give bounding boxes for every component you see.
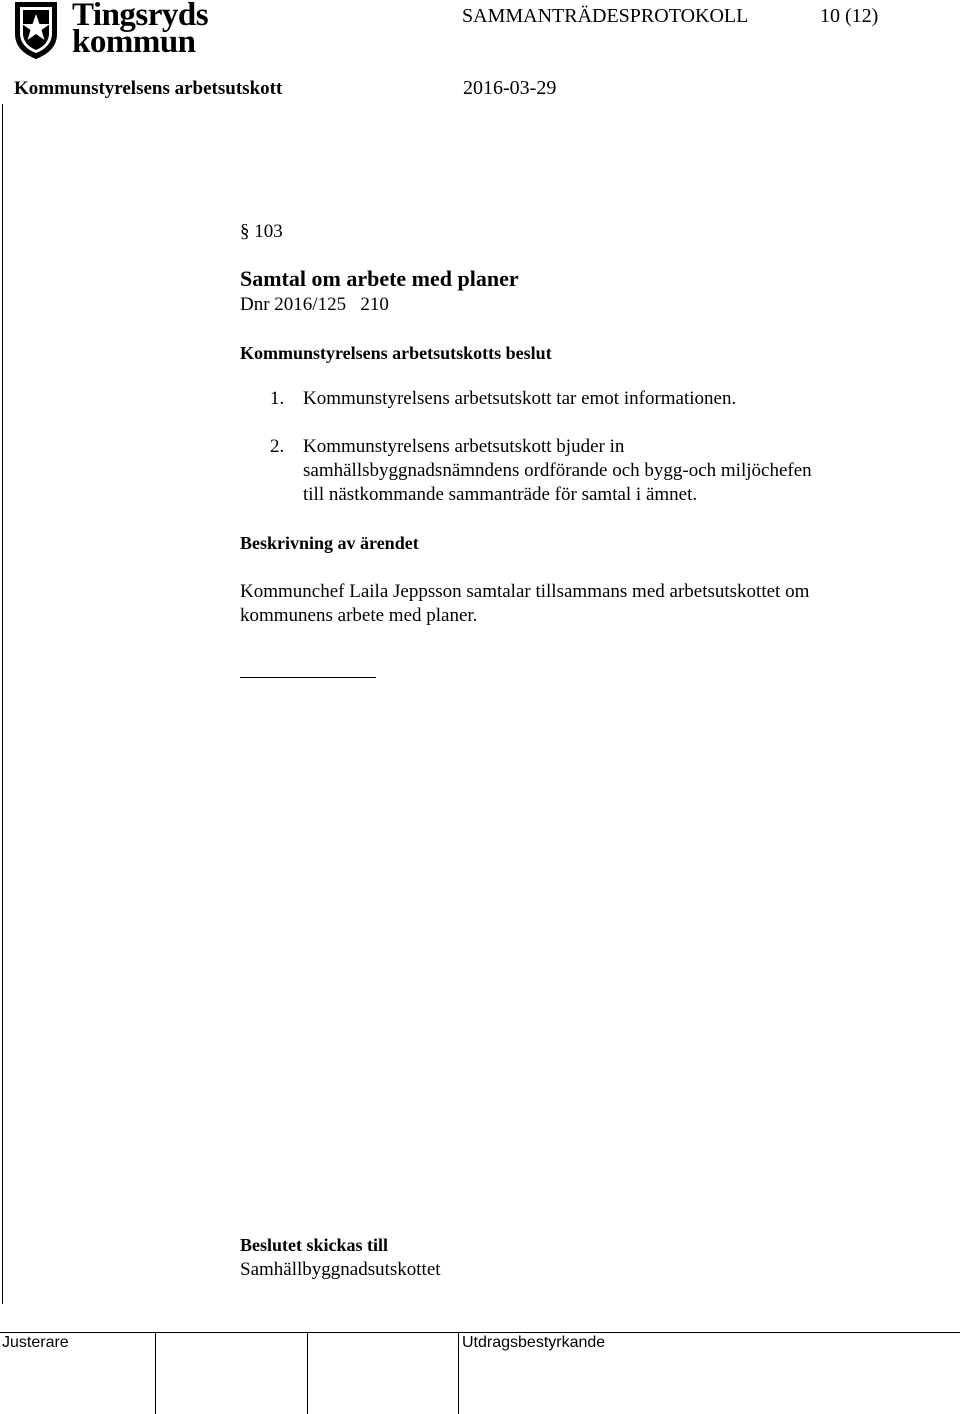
justerare-label: Justerare xyxy=(2,1334,69,1351)
decision-item-2-number: 2. xyxy=(270,436,285,457)
logo-wordmark-line1: Tingsryds xyxy=(72,0,209,33)
municipality-logo xyxy=(12,0,212,62)
sent-to-recipient: Samhällbyggnadsutskottet xyxy=(240,1259,441,1280)
decision-item-1-number: 1. xyxy=(270,388,285,409)
decision-item-2-line-3: till nästkommande sammanträde för samtal i ämnet. xyxy=(303,484,698,505)
logo-wordmark-line2: kommun xyxy=(72,24,196,60)
decision-item-2-line-1: Kommunstyrelsens arbetsutskott bjuder in xyxy=(303,436,625,457)
footer-top-rule xyxy=(0,1332,960,1333)
decision-item-2-line-2: samhällsbyggnadsnämndens ordförande och bygg-och miljöchefen xyxy=(303,460,812,481)
footer-divider-3 xyxy=(458,1332,459,1414)
meeting-date: 2016-03-29 xyxy=(463,77,557,99)
crest-icon xyxy=(12,0,60,60)
left-margin-rule xyxy=(2,104,3,1304)
committee-name: Kommunstyrelsens arbetsutskott xyxy=(14,78,283,99)
decision-heading: Kommunstyrelsens arbetsutskotts beslut xyxy=(240,343,552,363)
page-number: 10 (12) xyxy=(820,5,879,27)
description-line-1: Kommunchef Laila Jeppsson samtalar tillsammans med arbetsutskottet om xyxy=(240,581,810,602)
footer-divider-2 xyxy=(307,1332,308,1414)
decision-item-1-text: Kommunstyrelsens arbetsutskott tar emot informationen. xyxy=(303,388,737,409)
section-title: Samtal om arbete med planer xyxy=(240,266,519,291)
paragraph-number: § 103 xyxy=(240,221,283,242)
sent-to-heading: Beslutet skickas till xyxy=(240,1235,389,1255)
document-type: SAMMANTRÄDESPROTOKOLL xyxy=(462,5,749,27)
footer-divider-1 xyxy=(155,1332,156,1414)
section-end-rule xyxy=(240,677,376,678)
description-line-2: kommunens arbete med planer. xyxy=(240,605,478,626)
description-heading: Beskrivning av ärendet xyxy=(240,533,419,553)
utdragsbestyrkande-label: Utdragsbestyrkande xyxy=(462,1334,606,1351)
diary-number: Dnr 2016/125 210 xyxy=(240,294,389,315)
